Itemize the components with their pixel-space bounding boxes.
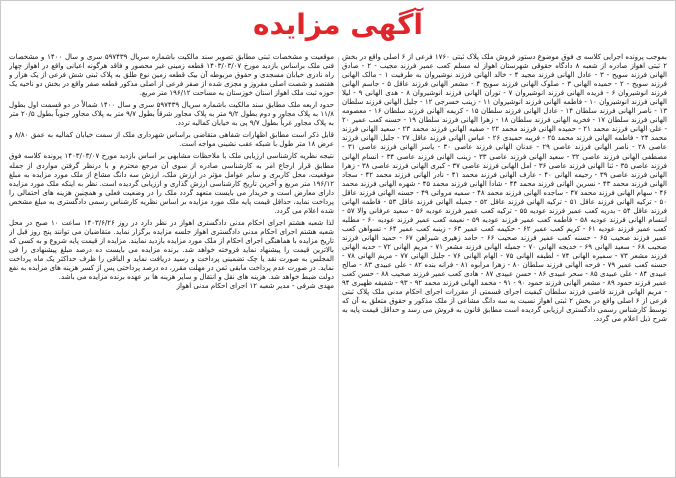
- left-column-paragraph-4: نتیجه نظریه کارشناسی ارزیابی ملک با ملاحظات مشابهی بر اساس بازدید مورخ ۱۴۰۳/۰۳/۰۷ پرونده کلاسه فوق مطابق قرار ارجاع امر به کارشناسی صادره از سوی آن مرجع محترم و با درنظر گرفتن مواردی از جمله موقعیت، محل کاربری و سایر عوامل مؤثر در ارزش ملک، ارزش سه دانگ مشاع از ملک مورد مزایده به مبلغ ۱۹۶/۱۲ متر مربع و آخرین تاریخ کارشناسی ارزش گذاری و ارزیابی گردیده است. نظر به اینکه ملک مورد مزایده دارای معارض است و خریدار می بایست متعهد گردد ملک را در وضعیت فعلی و همچنین هزینه های احتمالی را پرداخت نماید، حداقل قیمت پایه ملک مورد مزایده بر اساس نظریه کارشناس رسمی دادگستری به مبلغ مشخص شده اعلام می گردد.: [9, 152, 334, 215]
- left-column: [9, 53, 334, 471]
- left-column-paragraph-3: قابل ذکر است مطابق اظهارات شفاهی متقاضی براساس شهرداری ملک از سمت خیابان کمالیه به عمق ۸/۸۰ و عرض ۱۸ متر طول با شبکه عقب نشینی مواجه است.: [9, 131, 334, 149]
- signature-line: مهدی شرفی - مدیر شعبه ۱۲ اجرای احکام مدنی اهواز: [176, 282, 334, 291]
- right-column: [342, 53, 667, 471]
- page-title: آگهی مزایده: [252, 8, 423, 41]
- right-column-body: بموجب پرونده اجرایی کلاسه ی فوق موضوع دستور فروش ملک پلاک ثبتی ۱۷۶۰ فرعی از ۶ اصلی واقع در بخش ۲ ثبتی اهواز صادره از شعبه ۸ دادگاه حقوقی شهرستان اهواز له مسلم کعب عمیر فرزند مجیب - ۲ - صادق الهانی فرزند سویح - ۳ - عادل الهانی فرزند مجید ۴ - خالد الهانی فرزند نوشیروان به طرفیت ۱ - مالک الهانی فرزند سویح - ۲ - حمیده الهانی ۳ - صلوک الهانی فرزند سویح ۴ - مشعر الهانی فرزند عاقل ۵ - جاسم الهانی فرزند انوشیروان ۶ - فریده الهانی فرزند انوشیروان ۷ - توران الهانی فرزند انوشیروان ۸ - هدی الهانی ۹ - لیلا الهانی فرزند انوشیروان ۱۰ - فاطمه الهانی فرزند انوشیروان ۱۱ - زینب خسرجی ۱۲ - جلیل الهانی فرزند سلطان ۱۳ - ناصر الهانی فرزند سلطان ۱۴ - عادل الهانی فرزند سلطان ۱۵ - کریمه الهانی فرزند سلطان ۱۶ - معصومه الهانی فرزند سلطان ۱۷ - فخریه الهانی فرزند سلطان ۱۸ - زهرا الهانی فرزند سلطان ۱۹ - حسنه کعب عمیر ۲۰ - علی الهانی فرزند محمد ۲۱ - حمیده الهانی فرزند محمد ۲۲ - صفیه الهانی فرزند محمد ۲۳ - سعید الهانی فرزند محمد ۲۴ - فاطمه الهانی فرزند محمد ۲۵ - فریبه حمیدی ۲۶ - عباس الهانی فرزند عاقل ۲۷ - جلیل الهانی فرزند عاصی ۲۸ - ناصر الهانی فرزند عاصی ۲۹ - عدنان الهانی فرزند عاصی ۳۰ - یاسر الهانی فرزند عاصی ۳۱ - مصطفی الهانی فرزند عاصی ۳۲ - سعید الهانی فرزند عاصی ۳۳ - زینب الهانی فرزند عاصی ۳۴ - انسام الهانی فرزند عاصی ۳۵ - ثنا الهانی فرزند عاصی ۳۶ - امل الهانی فرزند عاصی ۳۷ - کبری الهانی فرزند عاصی ۳۸ - زهرا الهانی فرزند عاصی ۳۹ - رحیمه الهانی ۴۰ - عارف الهانی فرزند محمد ۴۱ - نادر الهانی فرزند محمد ۴۲ - سجاد الهانی فرزند محمد ۴۳ - نسرین الهانی فرزند محمد ۴۴ - شادا الهانی فرزند محمد ۴۵ - شهره الهانی فرزند محمد ۴۶ - سهام الهانی فرزند محمد ۴۷ - ساجده الهانی فرزند محمد ۴۸ - سمیه مرواتی ۴۹ - حسنه الهانی فرزند عاقل ۵۰ - ترکیه الهانی فرزند عاقل ۵۱ - ترکیه الهانی فرزند عاقل ۵۲ - جمیله الهانی فرزند عاقل ۵۳ - فاطمه الهانی فرزند عاقل ۵۴ - بدریه کعب عمیر فرزند عودیه ۵۵ - ترکیه کعب عمیر فرزند عودیه ۵۶ - سعید عرفانی والا ۵۷ - ابتسام الهانی فرزند عودیه ۵۸ - فاطمه کعب عمیر فرزند عودیه ۵۹ - نعیمه کعب عمیر فرزند عودیه ۶۰ - مطلبه کعب عمیر فرزند عودیه ۶۱ - کریم کعب عمیر ۶۲ - حکیمه کعب عمیر ۶۳ - زینبه کعب عمیر ۶۴ - تسواهن کعب عمیر فرزند صحیب ۶۵ - حسنه کعب عمیر فرزند صحیب ۶۶ - حامد زهیری شیراهن ۶۷ - حمید الهانی فرزند صحیب ۶۸ - سعید الهانی ۶۹ - خدیجه الهانی ۷۰ - جمیله الهانی فرزند مشعر ۷۱ - مریم الهانی ۷۲ - حدیه الهانی فرزند مشعر ۷۳ - سمیره الهانی ۷۴ - لطیفه الهانی ۷۵ - الهام الهانی ۷۶ - جلیل الهانی ۷۷ - مریم الهانی ۷۸ - حسنه کعب عمیر ۷۹ - فرحه الهانی فرزند سلطان ۸۰ - زهرا مرابوه ۸۱ - فرانه بنده ۸۲ - علی عبیدی ۸۳ - صالح عبیدی ۸۴ - علی عبیدی ۸۵ - سحر عبیدی ۸۶ - حسن عبیدی ۸۷ - هادی کعب عمیر فرزند صحیب ۸۸ - حسن کعب عمیر فرزند حمود ۸۹ - مشعر الهانی فرزند حمود ۹۰ - ۹۱ - محمد الهانی فرزند محمد ۹۲ - ۹۳ - شفیقه ظهیری ۹۴ - مریم الهانی فرزند قاضی فرزند سلطان کیفیت اجرای قسمتی از مقررات اجرای احکام مدنی ملک پلاک ثبتی فرعی از ۶ اصلی واقع در بخش ۲ ثبتی اهواز نسبت به سه دانگ مشاعی از ملک مذکور و حقوق متعلق به آن که توسط کارشناس رسمی دادگستری ارزیابی گردیده است مطابق قانون به فروش می رسد و حداقل قیمت پایه به شرح ذیل اعلام می گردد.: [342, 53, 667, 324]
- left-column-paragraph-1: موقعیت و مشخصات ثبتی مطابق تصویر سند مالکیت باشماره سریال ۵۹۷۴۳۹ سری و سال ۱۴۰۰ و مشخصات فنی ملک براساس بازدید مورخ ۱۴۰۳/۰۳/۰۷ قطعه زمینی غیر محصور و فاقد هرگونه اعیانی واقع در اهواز چهار راه نادری خیابان مسجدی و حقوق مربوطه آن بیک قطعه زمین نوع طلق به پلاک ثبتی شش فرعی از یک هزار و هفتصد و شصت اصلی مفروز و مجزی شده از صفر فرعی از اصلی مذکور قطعه صفر واقع در بخش دو ناحیه یک حوزه ثبت ملک اهواز استان خوزستان به مساحت ۱۹۶/۱۲ متر مربع.: [9, 53, 334, 98]
- left-column-paragraph-2: حدود اربعه ملک مطابق سند مالکیت باشماره سریال ۵۹۷۴۳۹ سری و سال ۱۴۰۰ شمالاً در دو قسمت اول بطول ۱۱/۸ به پلاک مجاور و دوم بطول ۹/۲ متر به پلاک مجاور شرقاً بطول ۹/۷ متر به پلاک مجاور جنوباً بطول ۲۰/۵ متر به پلاک مجاور غرباً بطول ۹/۷ پی به خیابان کمالیه تردد.: [9, 101, 334, 128]
- column-divider: [338, 57, 339, 467]
- left-column-paragraph-5: لذا شعبه هشتم اجرای احکام مدنی دادگستری اهواز در نظر دارد در روز ۱۴۰۳/۶/۲۶ ساعت ۱۰ صبح در محل شعبه هشتم اجرای احکام مدنی دادگستری اهواز جلسه مزایده برگزار نماید. متقاضیان می توانند پنج روز قبل از تاریخ مزایده با هماهنگی اجرای احکام از ملک مورد مزایده بازدید نمایند. مزایده از قیمت پایه شروع و به کسی که بالاترین قیمت را پیشنهاد نماید فروخته خواهد شد. برنده مزایده می بایست ده درصد مبلغ پیشنهادی را فی المجلس به صورت نقد یا چک تضمینی پرداخت و رسید دریافت نماید و الباقی را ظرف حداکثر یک ماه پرداخت نماید. در صورت عدم پرداخت مابقی ثمن در مهلت مقرر، ده درصد پرداختی پس از کسر هزینه های مزایده به نفع دولت ضبط خواهد شد. هزینه های نقل و انتقال و سایر هزینه ها بر عهده برنده مزایده می باشد.: [9, 218, 334, 282]
